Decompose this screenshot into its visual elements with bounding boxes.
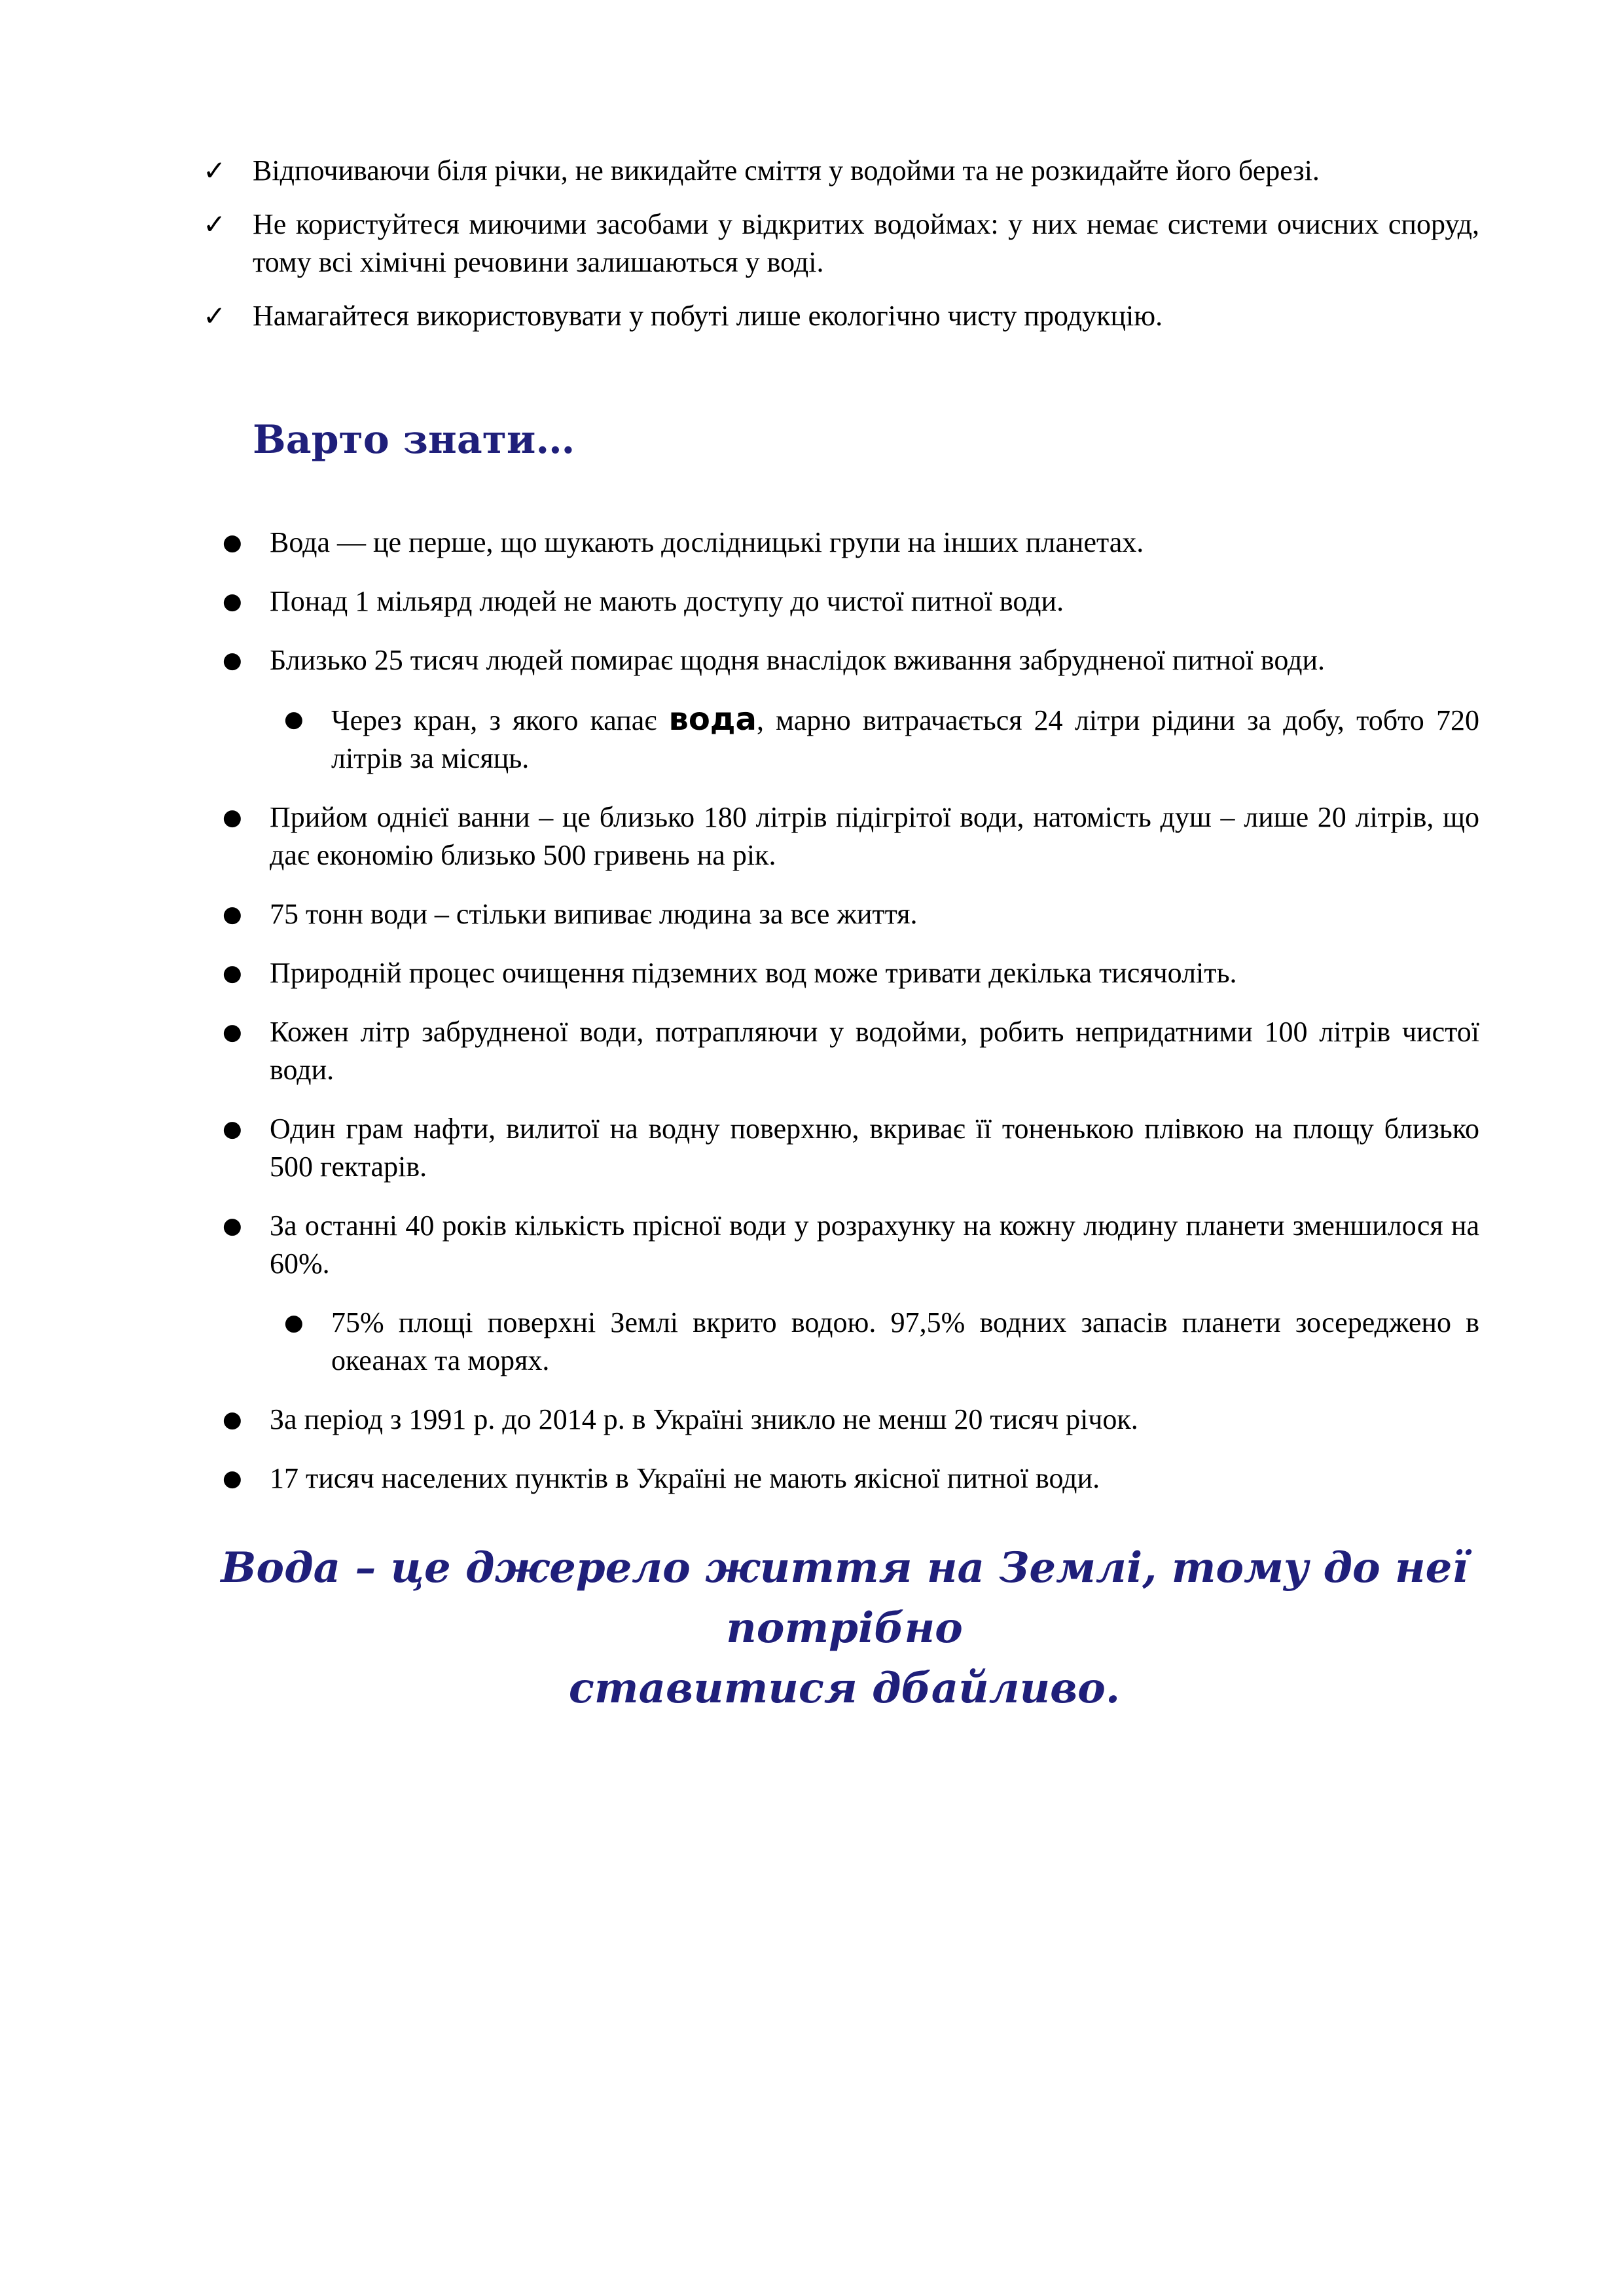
bullet-icon: ● — [223, 960, 242, 986]
emphasized-word: вода — [668, 701, 757, 738]
checkmark-icon: ✓ — [203, 300, 226, 332]
fact-text-part: Через кран, з якого капає — [331, 704, 669, 736]
bullet-icon: ● — [284, 1310, 304, 1336]
tips-checklist — [203, 152, 1479, 351]
fact-text: 75% площі поверхні Землі вкрито водою. 97,5% водних запасів планети зосереджено в океанах та морях. — [331, 1306, 1479, 1376]
bullet-icon: ● — [223, 1116, 242, 1142]
fact-item — [216, 895, 1479, 933]
fact-item — [216, 524, 1479, 562]
tip-text: Відпочиваючи біля річки, не викидайте сміття у водойми та не розкидайте його березі. — [253, 154, 1320, 187]
fact-text-part: , марно витрачається 24 літри рідини за добу, тобто 720 літрів за місяць. — [331, 704, 1479, 774]
fact-text: Вода — це перше, що шукають дослідницькі групи на інших планетах. — [270, 526, 1144, 558]
fact-item — [216, 1401, 1479, 1439]
bullet-icon: ● — [223, 1407, 242, 1433]
tip-text: Намагайтеся використовувати у побуті лише екологічно чисту продукцію. — [253, 300, 1163, 332]
fact-text: Понад 1 мільярд людей не мають доступу до чистої питної води. — [270, 585, 1064, 617]
fact-item — [216, 954, 1479, 992]
bullet-icon: ● — [223, 901, 242, 927]
fact-item — [216, 1460, 1479, 1498]
bullet-icon: ● — [223, 1465, 242, 1492]
closing-motto — [196, 1538, 1492, 1719]
tip-item — [203, 206, 1479, 281]
bullet-icon: ● — [223, 647, 242, 673]
bullet-icon: ● — [223, 529, 242, 556]
fact-item — [216, 1207, 1479, 1283]
fact-text: Прийом однієї ванни – це близько 180 літрів підігрітої води, натомість душ – лише 20 літрів, що дає економію близько 500 гривень на рік. — [270, 801, 1479, 871]
bullet-icon: ● — [223, 1019, 242, 1045]
bullet-icon: ● — [284, 706, 304, 732]
fact-item — [216, 1110, 1479, 1186]
motto-line: ставитися дбайливо. — [568, 1664, 1121, 1713]
fact-text: Природній процес очищення підземних вод може тривати декілька тисячоліть. — [270, 957, 1237, 989]
fact-text: Близько 25 тисяч людей помирає щодня внаслідок вживання забрудненої питної води. — [270, 644, 1326, 676]
checkmark-icon: ✓ — [203, 154, 226, 187]
fact-text: 17 тисяч населених пунктів в Україні не мають якісної питної води. — [270, 1462, 1100, 1494]
fact-text: За період з 1991 р. до 2014 р. в Україні зникло не менш 20 тисяч річок. — [270, 1403, 1138, 1435]
tip-item — [203, 152, 1479, 190]
fact-item — [216, 798, 1479, 874]
fact-text: Один грам нафти, вилитої на водну поверхню, вкриває її тоненькою плівкою на площу близько 500 гектарів. — [270, 1113, 1479, 1183]
section-heading: Варто знати… — [253, 417, 575, 463]
fact-text: Кожен літр забрудненої води, потрапляючи у водойми, робить непридатними 100 літрів чистої води. — [270, 1016, 1479, 1086]
fact-item — [216, 641, 1479, 679]
tip-text: Не користуйтеся миючими засобами у відкритих водоймах: у них немає системи очисних споруд, тому всі хімічні речовини залишаються у воді. — [253, 208, 1479, 278]
motto-line: Вода – це джерело життя на Землі, тому до неї потрібно — [221, 1543, 1468, 1653]
fact-subitem — [278, 700, 1479, 778]
fact-item — [216, 1013, 1479, 1089]
facts-list — [216, 524, 1479, 1518]
fact-text: За останні 40 років кількість прісної води у розрахунку на кожну людину планети зменшилося на 60%. — [270, 1210, 1479, 1280]
fact-item — [216, 583, 1479, 620]
fact-text: 75 тонн води – стільки випиває людина за все життя. — [270, 898, 918, 930]
checkmark-icon: ✓ — [203, 208, 226, 240]
bullet-icon: ● — [223, 588, 242, 615]
tip-item — [203, 297, 1479, 335]
fact-subitem — [278, 1304, 1479, 1380]
bullet-icon: ● — [223, 804, 242, 831]
bullet-icon: ● — [223, 1213, 242, 1239]
fact-text — [331, 701, 1479, 774]
